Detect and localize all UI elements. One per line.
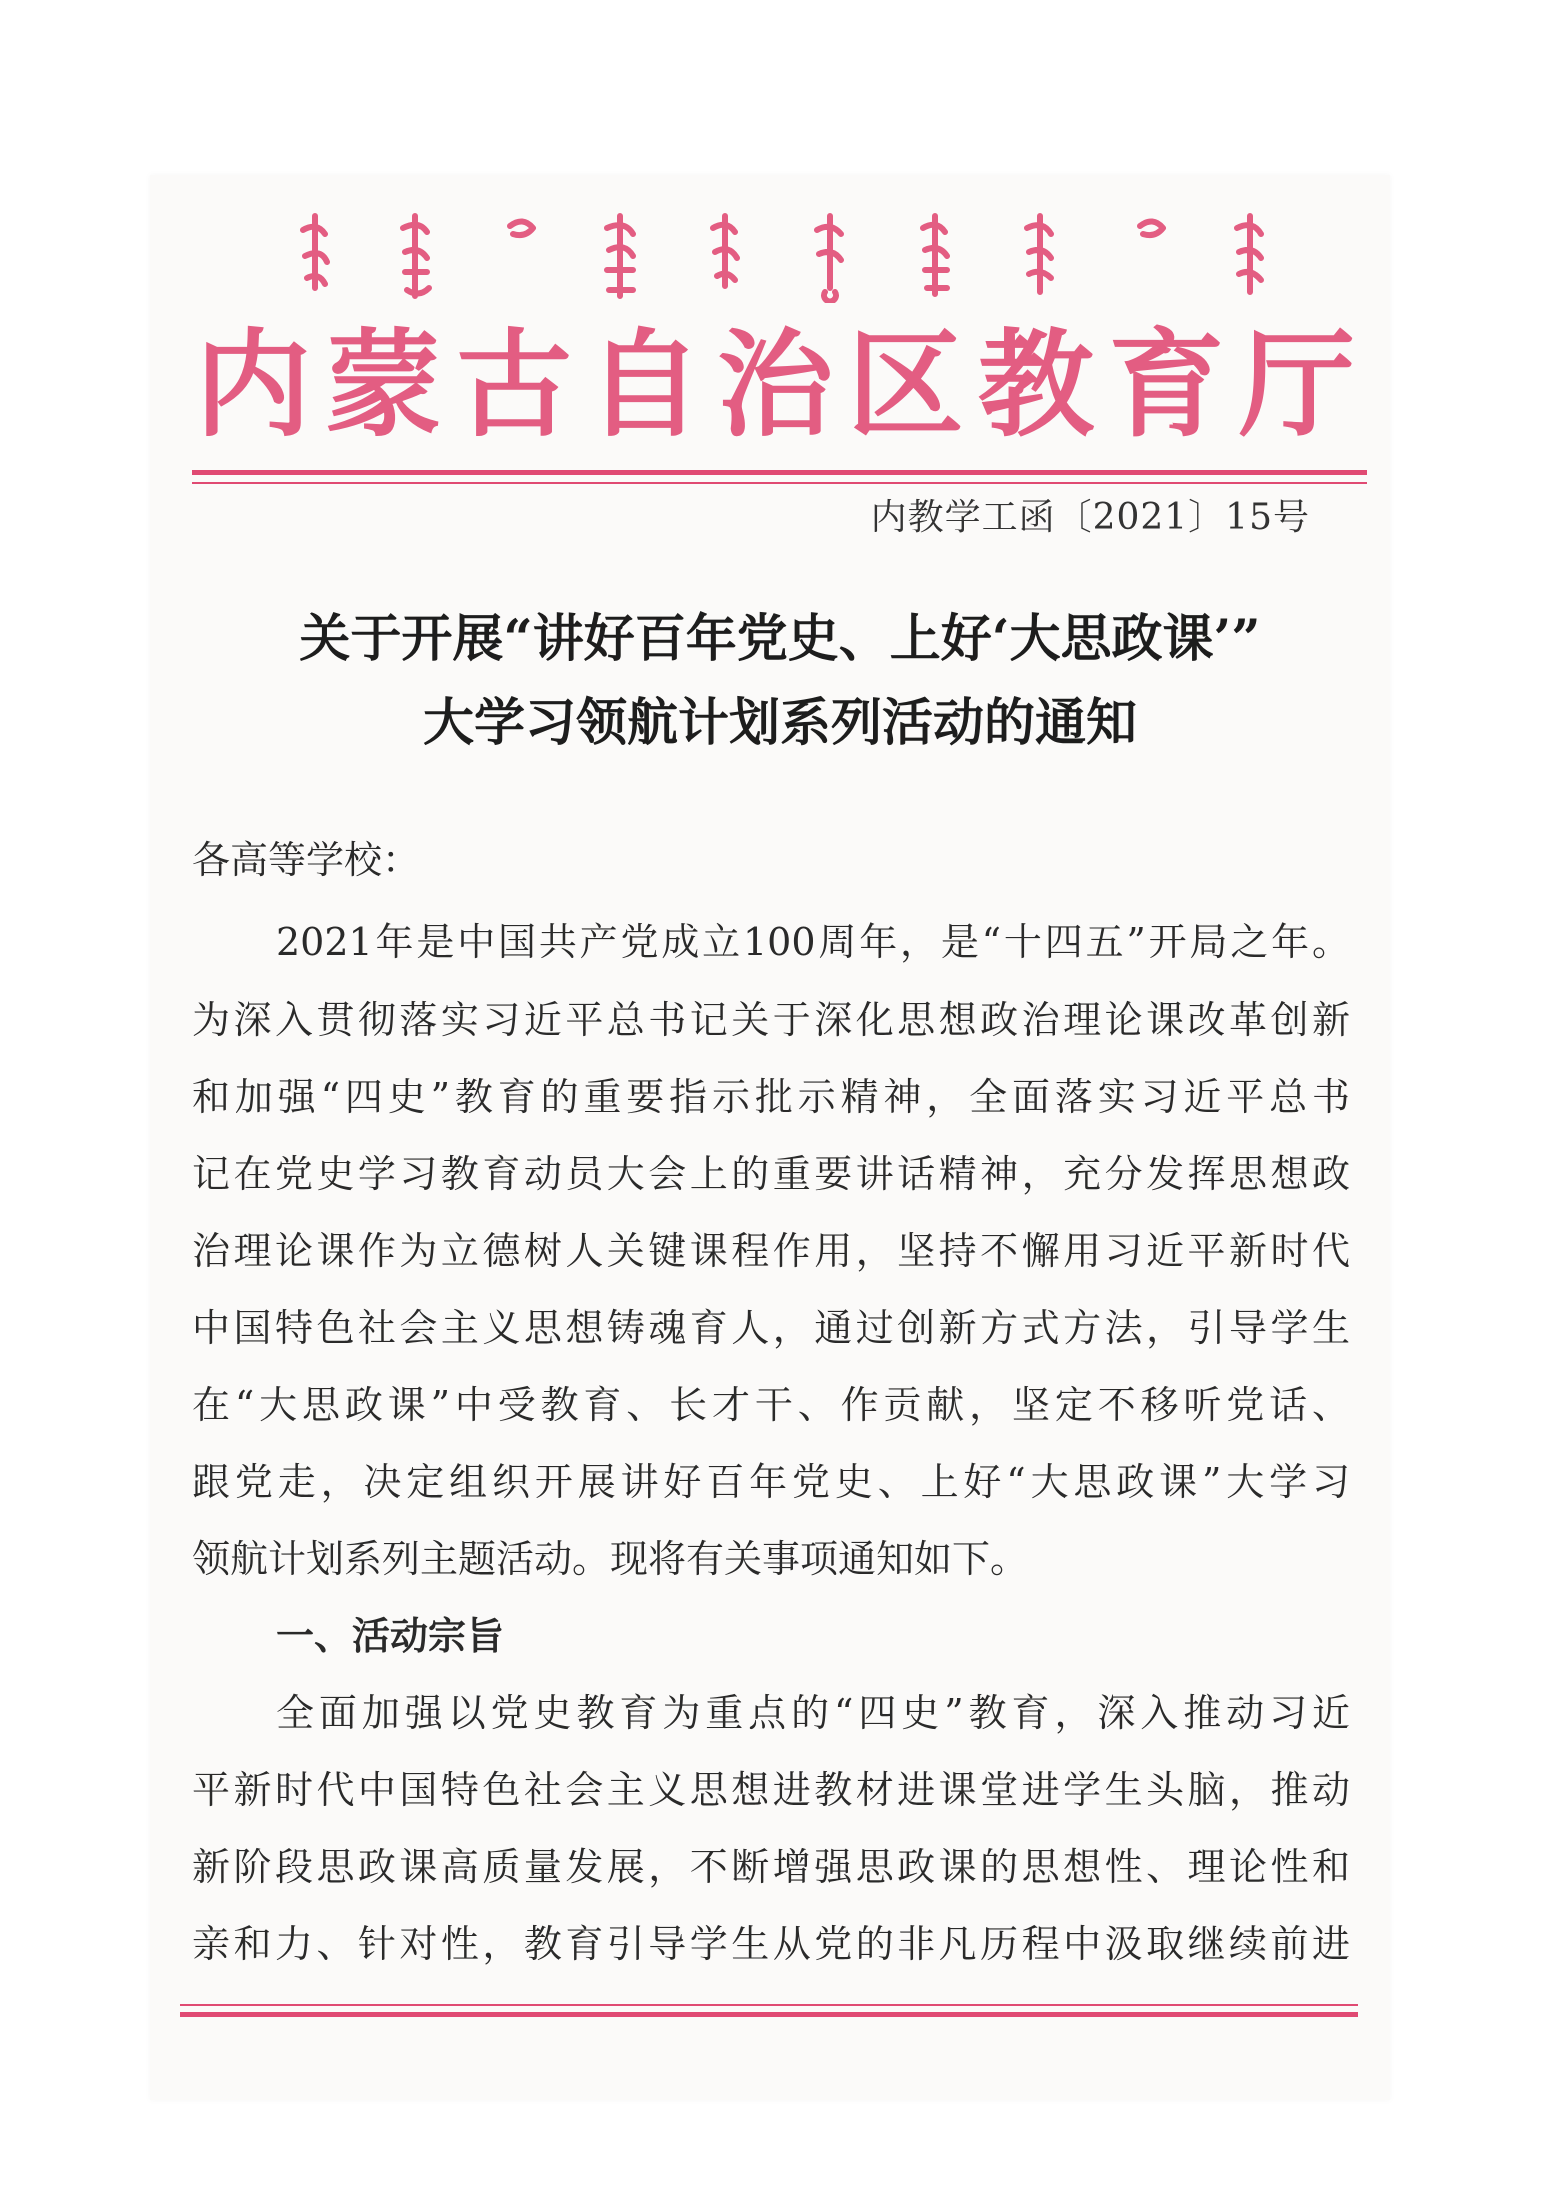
notice-title-line-1: 关于开展“讲好百年党史、上好‘大思政课’” bbox=[299, 609, 1261, 669]
paragraph-line: 在“大思政课”中受教育、长才干、作贡献，坚定不移听党话、 bbox=[192, 1383, 1350, 1427]
paragraph-line: 为深入贯彻落实习近平总书记关于深化思想政治理论课改革创新 bbox=[192, 998, 1350, 1042]
header-rule-thin bbox=[192, 482, 1367, 484]
footer-rule-thin bbox=[180, 2004, 1358, 2006]
agency-masthead bbox=[195, 310, 1355, 460]
header-rule-thick bbox=[192, 470, 1367, 475]
masthead-char: 教 bbox=[978, 317, 1094, 453]
paragraph-line: 记在党史学习教育动员大会上的重要讲话精神，充分发挥思想政 bbox=[192, 1152, 1350, 1196]
paragraph-line: 领航计划系列主题活动。现将有关事项通知如下。 bbox=[192, 1537, 1029, 1581]
salutation: 各高等学校： bbox=[192, 838, 421, 882]
paragraph-line: 和加强“四史”教育的重要指示批示精神，全面落实习近平总书 bbox=[192, 1075, 1350, 1119]
paragraph-line: 亲和力、针对性，教育引导学生从党的非凡历程中汲取继续前进 bbox=[192, 1922, 1350, 1966]
paragraph-line: 新阶段思政课高质量发展，不断增强思政课的思想性、理论性和 bbox=[192, 1845, 1350, 1889]
masthead-char: 治 bbox=[717, 317, 833, 453]
masthead-char: 区 bbox=[847, 317, 964, 453]
notice-title-line-2: 大学习领航计划系列活动的通知 bbox=[422, 693, 1137, 753]
document-number: 内教学工函〔2021〕15号 bbox=[870, 497, 1310, 538]
section-heading: 一、活动宗旨 bbox=[276, 1614, 505, 1658]
masthead-char: 蒙 bbox=[325, 317, 442, 453]
masthead-char: 厅 bbox=[1239, 317, 1355, 453]
mongolian-script-header bbox=[295, 208, 1280, 303]
masthead-char: 古 bbox=[456, 317, 572, 453]
paragraph-line: 跟党走，决定组织开展讲好百年党史、上好“大思政课”大学习 bbox=[192, 1460, 1350, 1504]
masthead-char: 内 bbox=[195, 317, 311, 453]
paragraph-line: 中国特色社会主义思想铸魂育人，通过创新方式方法，引导学生 bbox=[192, 1306, 1350, 1350]
masthead-char: 自 bbox=[586, 317, 703, 453]
paragraph-line: 2021年是中国共产党成立100周年，是“十四五”开局之年。 bbox=[276, 920, 1350, 964]
masthead-char: 育 bbox=[1108, 317, 1225, 453]
footer-rule-thick bbox=[180, 2012, 1358, 2017]
paragraph-line: 治理论课作为立德树人关键课程作用，坚持不懈用习近平新时代 bbox=[192, 1229, 1350, 1273]
paragraph-line: 全面加强以党史教育为重点的“四史”教育，深入推动习近 bbox=[276, 1691, 1350, 1735]
paragraph-line: 平新时代中国特色社会主义思想进教材进课堂进学生头脑，推动 bbox=[192, 1768, 1350, 1812]
